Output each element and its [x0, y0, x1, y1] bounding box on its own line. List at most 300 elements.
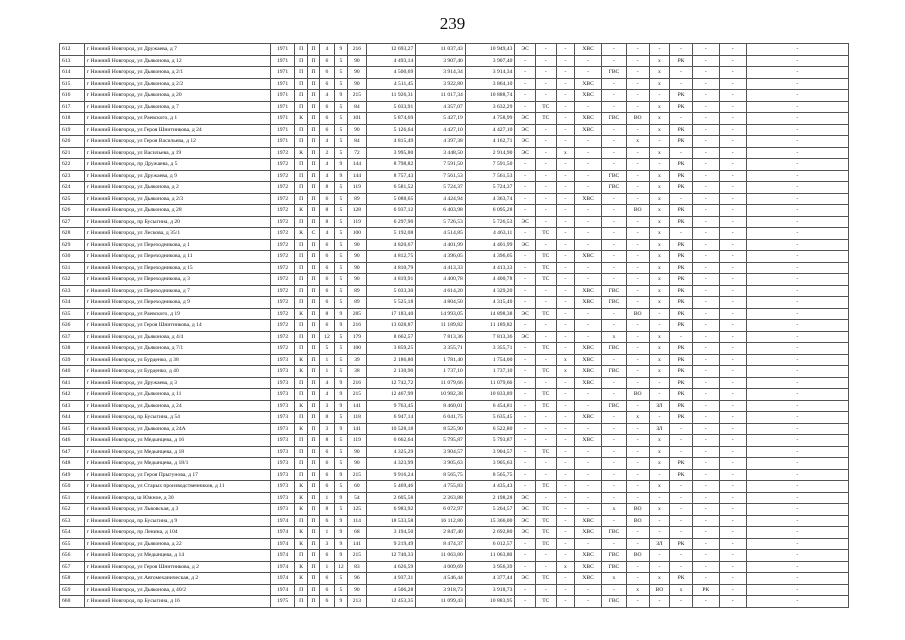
cell-living-area: 3 905,63 — [416, 458, 466, 470]
cell-apartments: 285 — [348, 308, 367, 320]
cell-roof-repair: - — [670, 446, 693, 458]
cell-total-area: 18 533,58 — [366, 515, 416, 527]
cell-gas-supply: - — [556, 320, 575, 332]
cell-foundation: - — [719, 492, 746, 504]
cell-row-number: 630 — [60, 251, 85, 263]
cell-build-year: 1971 — [270, 78, 295, 90]
cell-living-area: 4 755,83 — [416, 481, 466, 493]
cell-living-area: 3 914,34 — [416, 67, 466, 79]
cell-residential-area: 1 754,00 — [465, 354, 515, 366]
cell-roof-repair: РК — [670, 251, 693, 263]
cell-build-year: 1971 — [270, 44, 295, 56]
cell-apartments: 118 — [348, 412, 367, 424]
cell-total-area: 6 297,90 — [366, 216, 416, 228]
cell-wall-material: К — [295, 366, 307, 378]
cell-entrances: 6 — [320, 101, 334, 113]
cell-drainage: ВО — [626, 205, 649, 217]
cell-gas-supply: - — [556, 274, 575, 286]
cell-foundation: - — [719, 504, 746, 516]
cell-floor-type: П — [307, 423, 319, 435]
cell-foundation: - — [719, 159, 746, 171]
cell-build-year: 1973 — [270, 377, 295, 389]
cell-build-year: 1974 — [270, 538, 295, 550]
cell-elevator: ЗЛ — [649, 400, 670, 412]
cell-floors: 5 — [334, 573, 347, 585]
cell-power-supply: - — [515, 274, 536, 286]
cell-floor-type: П — [307, 193, 319, 205]
cell-power-supply: ЭС — [515, 113, 536, 125]
cell-facade: - — [692, 182, 719, 194]
cell-heat-supply: ТС — [536, 262, 557, 274]
cell-living-area: 8 474,37 — [416, 538, 466, 550]
cell-total-area: 6 937,12 — [366, 205, 416, 217]
cell-roof-repair: РК — [670, 343, 693, 355]
cell-roof-repair: РК — [670, 182, 693, 194]
cell-facade: - — [692, 262, 719, 274]
cell-facade: - — [692, 400, 719, 412]
cell-entrances: 8 — [320, 205, 334, 217]
cell-power-supply: ЭС — [515, 504, 536, 516]
cell-floor-type: П — [307, 538, 319, 550]
cell-residential-area: 6 522,80 — [465, 423, 515, 435]
cell-total-area: 12 742,72 — [366, 377, 416, 389]
cell-roof-repair: РК — [670, 55, 693, 67]
cell-foundation: - — [719, 262, 746, 274]
cell-drainage: - — [626, 423, 649, 435]
cell-entrances: 6 — [320, 596, 334, 608]
cell-row-number: 636 — [60, 320, 85, 332]
cell-notes: - — [746, 481, 848, 493]
cell-apartments: 216 — [348, 44, 367, 56]
cell-heat-supply: - — [536, 78, 557, 90]
cell-drainage: - — [626, 262, 649, 274]
cell-living-area: 6 041,75 — [416, 412, 466, 424]
cell-heat-supply: - — [536, 469, 557, 481]
cell-row-number: 637 — [60, 331, 85, 343]
cell-cold-water: - — [575, 228, 602, 240]
cell-apartments: 68 — [348, 527, 367, 539]
cell-floor-type: П — [307, 561, 319, 573]
cell-gas-supply: - — [556, 538, 575, 550]
cell-foundation: - — [719, 331, 746, 343]
cell-build-year: 1973 — [270, 389, 295, 401]
cell-residential-area: 4 758,99 — [465, 113, 515, 125]
cell-drainage: - — [626, 573, 649, 585]
cell-residential-area: 8 565,75 — [465, 469, 515, 481]
cell-floors: 5 — [334, 274, 347, 286]
cell-foundation: - — [719, 205, 746, 217]
cell-notes: - — [746, 343, 848, 355]
cell-floors: 5 — [334, 331, 347, 343]
cell-residential-area: 3 632,29 — [465, 101, 515, 113]
cell-hot-water: - — [602, 492, 627, 504]
cell-roof-repair: - — [670, 596, 693, 608]
cell-row-number: 635 — [60, 308, 85, 320]
cell-apartments: 128 — [348, 205, 367, 217]
cell-elevator: х — [649, 343, 670, 355]
table-row — [60, 285, 849, 297]
cell-hot-water: ГВС — [602, 400, 627, 412]
cell-notes: - — [746, 285, 848, 297]
cell-facade: - — [692, 251, 719, 263]
cell-address: г Нижний Новгород, ул Дружаева, д 9 — [84, 170, 270, 182]
cell-address: г Нижний Новгород, ул Дьяконова, д 28 — [84, 205, 270, 217]
cell-wall-material: П — [295, 596, 307, 608]
cell-hot-water: ГВС — [602, 561, 627, 573]
cell-wall-material: П — [295, 67, 307, 79]
cell-apartments: 84 — [348, 101, 367, 113]
cell-build-year: 1971 — [270, 55, 295, 67]
cell-residential-area: 10 883,95 — [465, 596, 515, 608]
cell-hot-water: - — [602, 469, 627, 481]
cell-floor-type: П — [307, 527, 319, 539]
cell-foundation: - — [719, 435, 746, 447]
cell-hot-water: х — [602, 504, 627, 516]
cell-total-area: 5 088,65 — [366, 193, 416, 205]
cell-hot-water: х — [602, 331, 627, 343]
cell-gas-supply: - — [556, 423, 575, 435]
cell-heat-supply: ТС — [536, 228, 557, 240]
cell-row-number: 616 — [60, 90, 85, 102]
cell-facade: - — [692, 90, 719, 102]
table-row — [60, 90, 849, 102]
cell-build-year: 1972 — [270, 193, 295, 205]
cell-apartments: 39 — [348, 354, 367, 366]
cell-foundation: - — [719, 274, 746, 286]
cell-power-supply: - — [515, 596, 536, 608]
cell-entrances: 8 — [320, 308, 334, 320]
cell-wall-material: К — [295, 400, 307, 412]
cell-facade: - — [692, 446, 719, 458]
cell-entrances: 4 — [320, 377, 334, 389]
cell-row-number: 633 — [60, 285, 85, 297]
cell-floor-type: П — [307, 596, 319, 608]
cell-cold-water: - — [575, 320, 602, 332]
cell-row-number: 659 — [60, 584, 85, 596]
cell-elevator: - — [649, 596, 670, 608]
cell-floor-type: П — [307, 285, 319, 297]
cell-entrances: 12 — [320, 331, 334, 343]
cell-drainage: - — [626, 285, 649, 297]
table-row — [60, 515, 849, 527]
cell-drainage: - — [626, 492, 649, 504]
cell-cold-water: - — [575, 458, 602, 470]
cell-power-supply: - — [515, 400, 536, 412]
cell-cold-water: - — [575, 481, 602, 493]
cell-drainage: ВО — [626, 515, 649, 527]
cell-entrances: 8 — [320, 412, 334, 424]
cell-living-area: 3 904,57 — [416, 446, 466, 458]
cell-gas-supply: - — [556, 550, 575, 562]
cell-entrances: 6 — [320, 124, 334, 136]
cell-heat-supply: - — [536, 492, 557, 504]
cell-hot-water: - — [602, 389, 627, 401]
cell-living-area: 4 413,33 — [416, 262, 466, 274]
cell-hot-water: - — [602, 136, 627, 148]
cell-living-area: 5 795,87 — [416, 435, 466, 447]
cell-roof-repair: - — [670, 44, 693, 56]
cell-wall-material: П — [295, 435, 307, 447]
cell-entrances: 8 — [320, 435, 334, 447]
cell-apartments: 119 — [348, 435, 367, 447]
cell-floor-type: П — [307, 469, 319, 481]
cell-hot-water: - — [602, 193, 627, 205]
cell-total-area: 9 219,49 — [366, 538, 416, 550]
cell-total-area: 5 874,69 — [366, 113, 416, 125]
cell-hot-water: - — [602, 377, 627, 389]
cell-elevator: х — [649, 354, 670, 366]
cell-total-area: 4 511,45 — [366, 78, 416, 90]
cell-residential-area: 4 463,11 — [465, 228, 515, 240]
cell-build-year: 1973 — [270, 423, 295, 435]
cell-hot-water: - — [602, 147, 627, 159]
cell-elevator: х — [649, 228, 670, 240]
page-number: 239 — [439, 14, 466, 33]
cell-gas-supply: - — [556, 469, 575, 481]
cell-residential-area: 4 315,40 — [465, 297, 515, 309]
cell-drainage: - — [626, 400, 649, 412]
cell-cold-water: - — [575, 389, 602, 401]
cell-drainage: - — [626, 320, 649, 332]
cell-address: г Нижний Новгород, ул Дьяконова, д 40/2 — [84, 584, 270, 596]
cell-residential-area: 11 189,82 — [465, 320, 515, 332]
cell-elevator: - — [649, 561, 670, 573]
cell-floor-type: П — [307, 170, 319, 182]
cell-elevator: - — [649, 527, 670, 539]
cell-notes: - — [746, 527, 848, 539]
cell-cold-water: - — [575, 331, 602, 343]
cell-facade: - — [692, 504, 719, 516]
table-row — [60, 573, 849, 585]
cell-elevator: ВО — [649, 584, 670, 596]
cell-notes: - — [746, 262, 848, 274]
cell-living-area: 4 514,85 — [416, 228, 466, 240]
table-row — [60, 400, 849, 412]
cell-wall-material: П — [295, 412, 307, 424]
cell-facade: - — [692, 55, 719, 67]
cell-foundation: - — [719, 170, 746, 182]
cell-gas-supply: - — [556, 297, 575, 309]
cell-heat-supply: - — [536, 170, 557, 182]
cell-residential-area: 4 401,99 — [465, 239, 515, 251]
cell-row-number: 614 — [60, 67, 85, 79]
cell-heat-supply: - — [536, 458, 557, 470]
cell-living-area: 1 737,10 — [416, 366, 466, 378]
cell-notes: - — [746, 492, 848, 504]
cell-roof-repair: х — [670, 584, 693, 596]
cell-heat-supply: - — [536, 90, 557, 102]
table-row — [60, 561, 849, 573]
cell-gas-supply: - — [556, 504, 575, 516]
cell-address: г Нижний Новгород, ул Переходникова, д 9 — [84, 297, 270, 309]
cell-floor-type: П — [307, 435, 319, 447]
cell-elevator: - — [649, 515, 670, 527]
cell-wall-material: К — [295, 481, 307, 493]
cell-elevator: х — [649, 216, 670, 228]
cell-facade: - — [692, 239, 719, 251]
cell-build-year: 1971 — [270, 113, 295, 125]
cell-gas-supply: - — [556, 205, 575, 217]
cell-row-number: 629 — [60, 239, 85, 251]
cell-build-year: 1972 — [270, 262, 295, 274]
cell-heat-supply: - — [536, 205, 557, 217]
cell-floors: 5 — [334, 446, 347, 458]
cell-address: г Нижний Новгород, пр Дружаева, д 5 — [84, 159, 270, 171]
cell-residential-area: 4 329,20 — [465, 285, 515, 297]
cell-hot-water: ГВС — [602, 297, 627, 309]
cell-row-number: 638 — [60, 343, 85, 355]
cell-address: г Нижний Новгород, ул Переходникова, д 11 — [84, 251, 270, 263]
cell-apartments: 96 — [348, 573, 367, 585]
cell-drainage: - — [626, 90, 649, 102]
cell-floors: 5 — [334, 55, 347, 67]
cell-address: г Нижний Новгород, пр Бусыгина, д 20 — [84, 216, 270, 228]
cell-row-number: 627 — [60, 216, 85, 228]
cell-residential-area: 3 907,40 — [465, 55, 515, 67]
cell-total-area: 6 581,52 — [366, 182, 416, 194]
cell-entrances: 1 — [320, 492, 334, 504]
cell-entrances: 4 — [320, 170, 334, 182]
cell-total-area: 5 469,46 — [366, 481, 416, 493]
cell-total-area: 3 859,25 — [366, 343, 416, 355]
cell-total-area: 11 926,31 — [366, 90, 416, 102]
cell-notes: - — [746, 90, 848, 102]
cell-hot-water: ГВС — [602, 550, 627, 562]
cell-notes: - — [746, 469, 848, 481]
cell-total-area: 4 323,99 — [366, 458, 416, 470]
cell-floors: 5 — [334, 182, 347, 194]
cell-cold-water: - — [575, 182, 602, 194]
cell-residential-area: 4 377,44 — [465, 573, 515, 585]
cell-floors: 5 — [334, 216, 347, 228]
cell-living-area: 4 400,78 — [416, 274, 466, 286]
cell-facade: - — [692, 228, 719, 240]
cell-living-area: 8 525,90 — [416, 423, 466, 435]
table-row — [60, 596, 849, 608]
cell-roof-repair: - — [670, 331, 693, 343]
cell-total-area: 13 028,87 — [366, 320, 416, 332]
cell-cold-water: ХВС — [575, 78, 602, 90]
cell-apartments: 90 — [348, 251, 367, 263]
cell-apartments: 101 — [348, 113, 367, 125]
cell-living-area: 4 427,10 — [416, 124, 466, 136]
cell-address: г Нижний Новгород, ул Дружаева, д 7 — [84, 44, 270, 56]
cell-power-supply: - — [515, 55, 536, 67]
cell-floor-type: П — [307, 67, 319, 79]
cell-total-area: 4 812,75 — [366, 251, 416, 263]
cell-wall-material: П — [295, 584, 307, 596]
cell-residential-area: 2 692,80 — [465, 527, 515, 539]
cell-drainage: х — [626, 412, 649, 424]
cell-total-area: 4 937,31 — [366, 573, 416, 585]
cell-elevator: х — [649, 366, 670, 378]
cell-total-area: 5 033,91 — [366, 101, 416, 113]
cell-gas-supply: - — [556, 193, 575, 205]
cell-row-number: 624 — [60, 182, 85, 194]
cell-foundation: - — [719, 182, 746, 194]
cell-address: г Нижний Новгород, ул Дьяконова, д 2 — [84, 182, 270, 194]
cell-gas-supply: - — [556, 67, 575, 79]
cell-foundation: - — [719, 469, 746, 481]
cell-wall-material: П — [295, 159, 307, 171]
cell-wall-material: П — [295, 101, 307, 113]
cell-living-area: 4 614,20 — [416, 285, 466, 297]
cell-power-supply: - — [515, 435, 536, 447]
cell-elevator: - — [649, 550, 670, 562]
cell-wall-material: К — [295, 538, 307, 550]
cell-row-number: 622 — [60, 159, 85, 171]
cell-heat-supply: - — [536, 55, 557, 67]
cell-total-area: 8 662,57 — [366, 331, 416, 343]
cell-cold-water: ХВС — [575, 297, 602, 309]
cell-floors: 5 — [334, 147, 347, 159]
cell-hot-water: - — [602, 423, 627, 435]
cell-row-number: 656 — [60, 550, 85, 562]
cell-living-area: 4 424,94 — [416, 193, 466, 205]
cell-notes: - — [746, 251, 848, 263]
cell-living-area: 4 401,99 — [416, 239, 466, 251]
cell-notes: - — [746, 147, 848, 159]
cell-row-number: 628 — [60, 228, 85, 240]
cell-floor-type: П — [307, 124, 319, 136]
cell-floor-type: П — [307, 515, 319, 527]
cell-apartments: 89 — [348, 285, 367, 297]
cell-drainage: - — [626, 67, 649, 79]
cell-entrances: 1 — [320, 527, 334, 539]
cell-heat-supply: ТС — [536, 481, 557, 493]
cell-power-supply: - — [515, 228, 536, 240]
cell-wall-material: П — [295, 297, 307, 309]
cell-cold-water: - — [575, 469, 602, 481]
cell-roof-repair: - — [670, 113, 693, 125]
cell-floors: 9 — [334, 423, 347, 435]
cell-total-area: 8 757,43 — [366, 170, 416, 182]
cell-residential-area: 3 905,63 — [465, 458, 515, 470]
table-row — [60, 308, 849, 320]
cell-wall-material: П — [295, 182, 307, 194]
cell-floor-type: П — [307, 90, 319, 102]
cell-living-area: 2 847,40 — [416, 527, 466, 539]
cell-entrances: 3 — [320, 400, 334, 412]
cell-facade: - — [692, 469, 719, 481]
cell-build-year: 1971 — [270, 90, 295, 102]
cell-foundation: - — [719, 366, 746, 378]
cell-elevator: х — [649, 101, 670, 113]
cell-hot-water: ГВС — [602, 596, 627, 608]
cell-living-area: 3 907,40 — [416, 55, 466, 67]
cell-gas-supply: - — [556, 446, 575, 458]
cell-power-supply: ЭС — [515, 515, 536, 527]
cell-facade: - — [692, 515, 719, 527]
cell-heat-supply: ТС — [536, 389, 557, 401]
cell-residential-area: 3 956,39 — [465, 561, 515, 573]
cell-elevator: х — [649, 124, 670, 136]
table-row — [60, 182, 849, 194]
cell-facade: - — [692, 170, 719, 182]
cell-gas-supply: - — [556, 228, 575, 240]
cell-address: г Нижний Новгород, ул Медынцева, д 14 — [84, 550, 270, 562]
cell-living-area: 11 189,82 — [416, 320, 466, 332]
cell-hot-water: - — [602, 228, 627, 240]
cell-heat-supply: ТС — [536, 527, 557, 539]
cell-address: г Нижний Новгород, ул Героя Шнитникова, д 14 — [84, 320, 270, 332]
cell-floor-type: П — [307, 504, 319, 516]
cell-notes: - — [746, 239, 848, 251]
cell-notes: - — [746, 550, 848, 562]
cell-floors: 5 — [334, 481, 347, 493]
cell-row-number: 641 — [60, 377, 85, 389]
cell-cold-water: - — [575, 159, 602, 171]
